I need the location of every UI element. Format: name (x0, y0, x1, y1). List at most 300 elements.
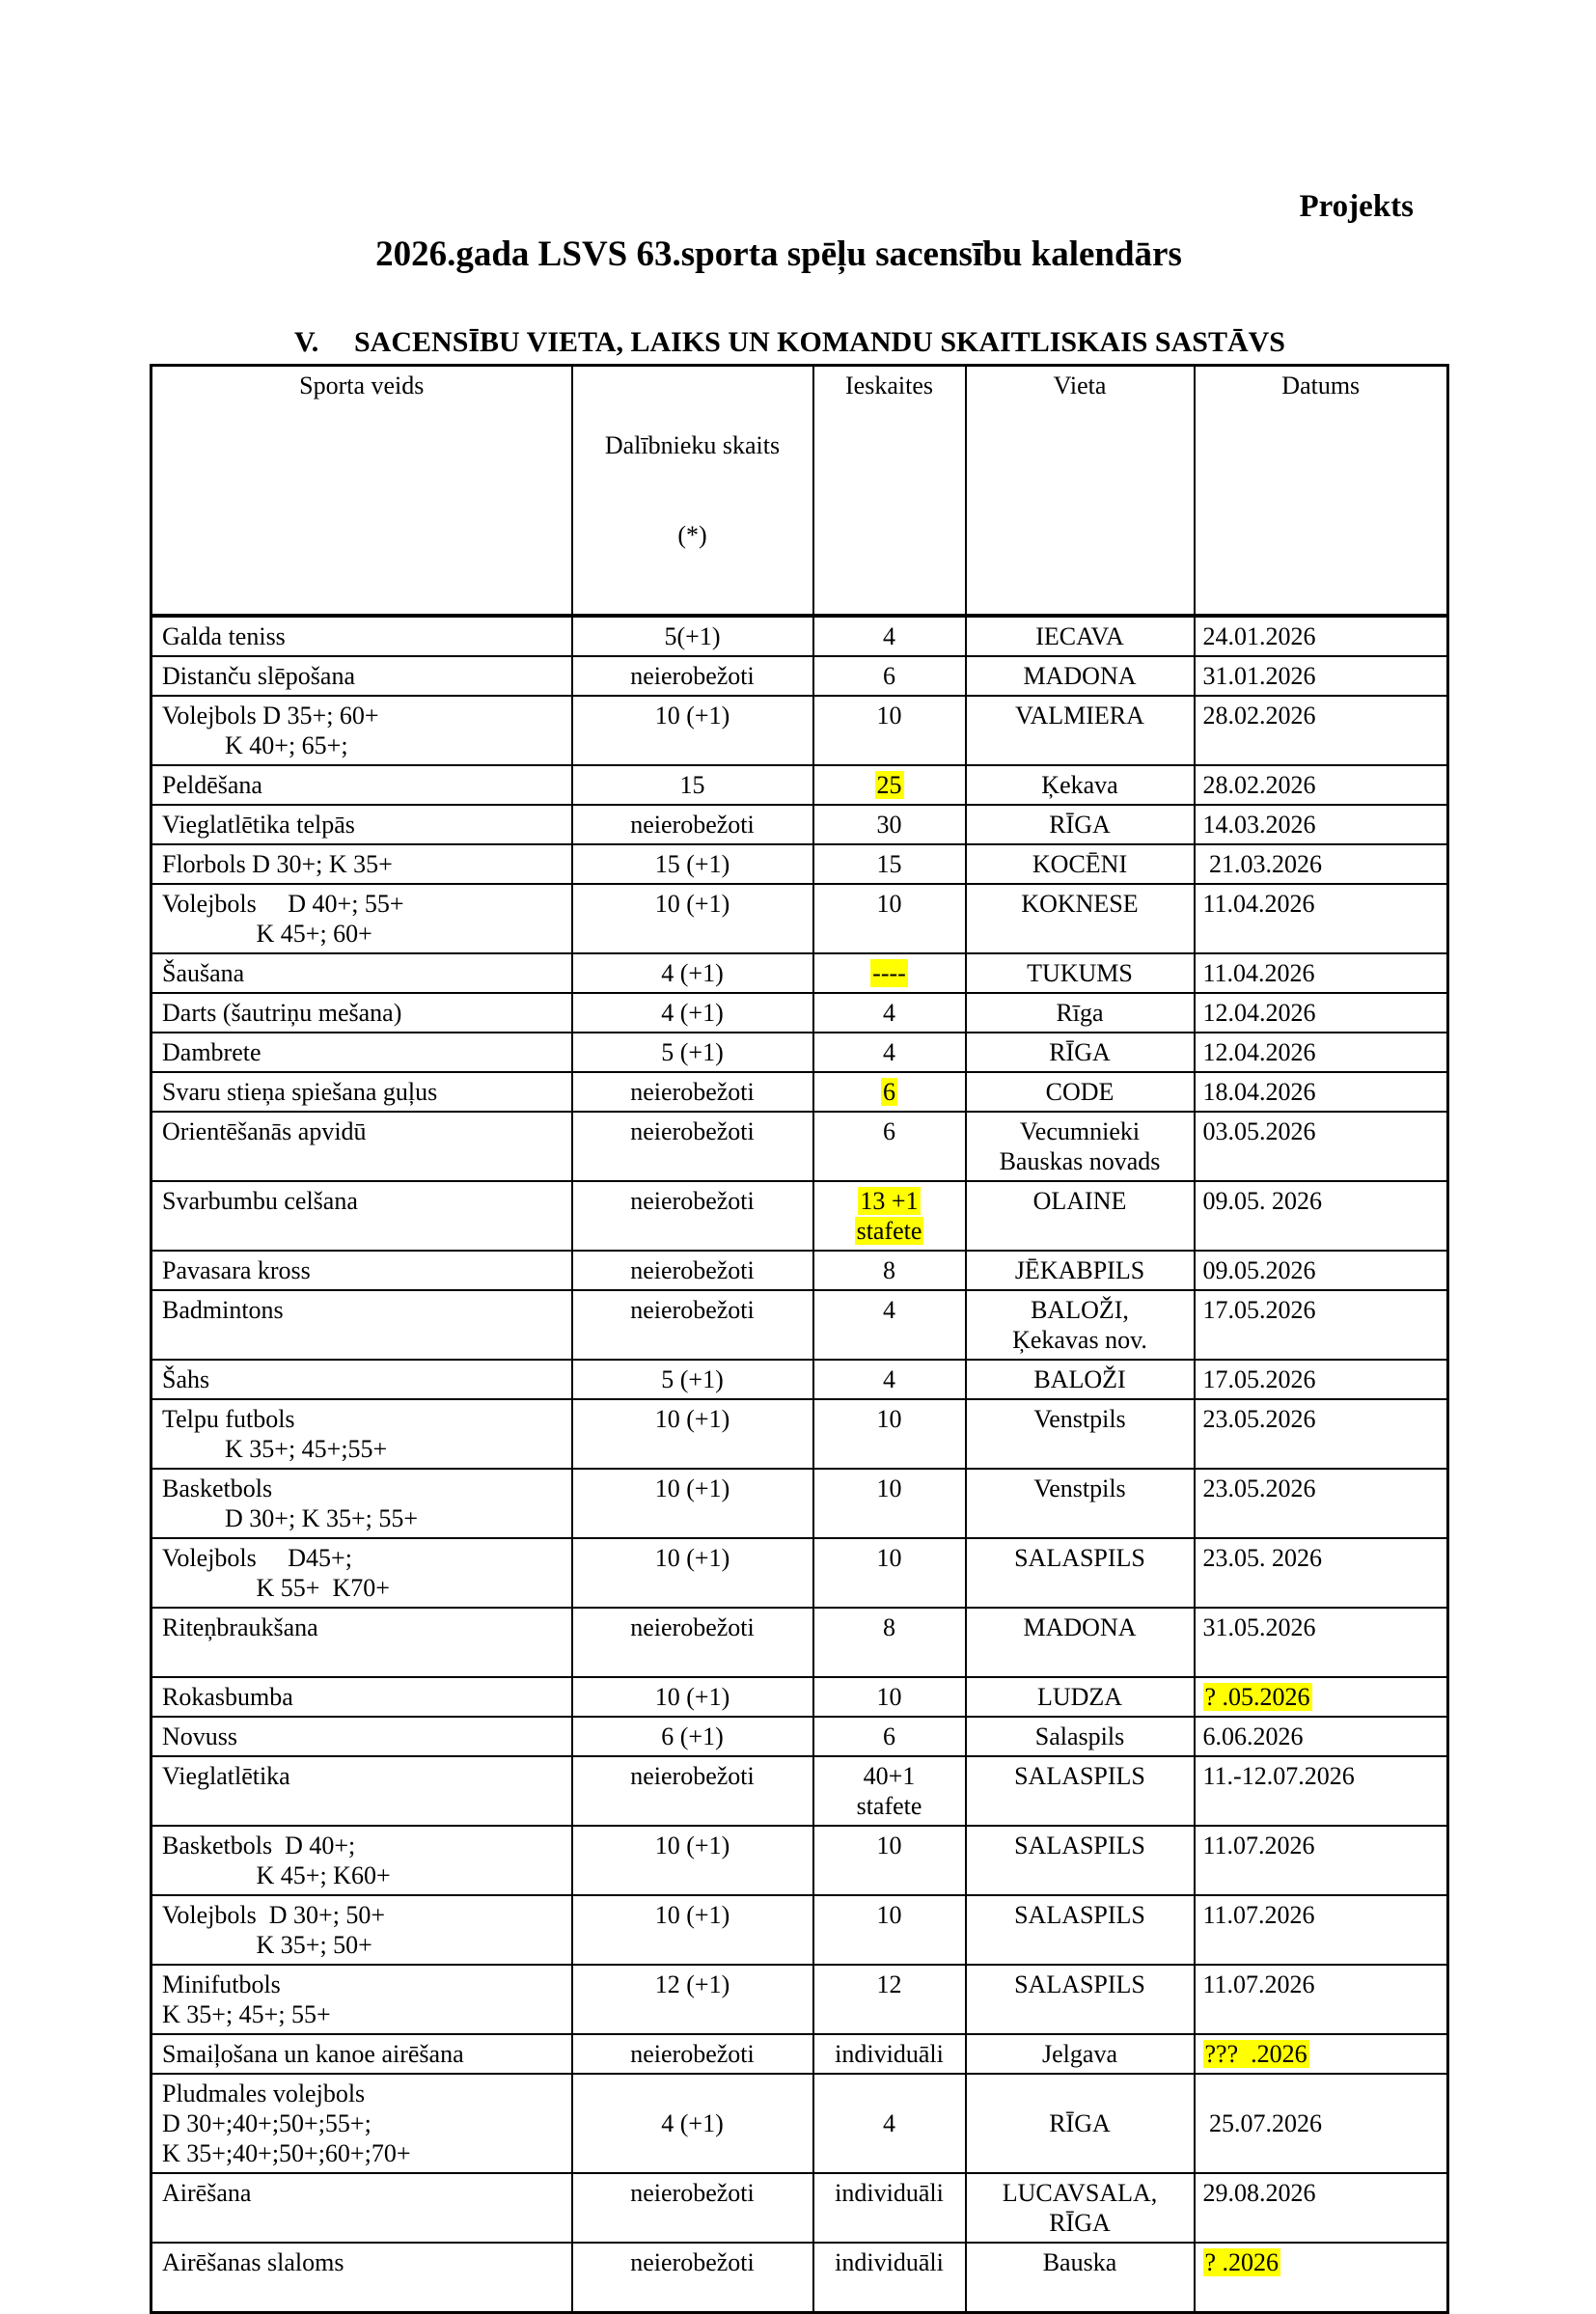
participants-cell-line: neierobežoti (630, 1117, 755, 1146)
table-row (151, 765, 1448, 805)
sport-cell (151, 1072, 572, 1112)
participants-cell-line: neierobežoti (630, 811, 755, 840)
table-row (151, 993, 1448, 1033)
sport-cell-line: Darts (šautriņu mešana) (162, 999, 402, 1028)
date-cell (1195, 993, 1448, 1033)
participants-cell-line: neierobežoti (630, 1078, 755, 1107)
place-cell (966, 765, 1195, 805)
scoring-cell (813, 1826, 966, 1895)
sport-cell (151, 2173, 572, 2243)
participants-cell (572, 656, 813, 696)
date-cell-line: 11.04.2026 (1202, 959, 1315, 988)
participants-cell (572, 805, 813, 844)
projekts-label: Projekts (1299, 189, 1414, 224)
sport-cell-line: Orientēšanās apvidū (162, 1117, 367, 1146)
sport-cell (151, 953, 572, 993)
sport-cell (151, 696, 572, 765)
scoring-cell-line: 10 (876, 1901, 902, 1930)
scoring-cell (813, 953, 966, 993)
sport-cell-line: Pavasara kross (162, 1256, 311, 1285)
scoring-cell-line: 4 (883, 1296, 895, 1325)
scoring-cell-line: 10 (876, 1405, 902, 1434)
place-cell-line: Bauskas novads (999, 1147, 1161, 1176)
sport-cell-line: Svaru stieņa spiešana guļus (162, 1078, 438, 1107)
date-cell (1195, 1112, 1448, 1181)
scoring-cell (813, 1033, 966, 1072)
place-cell (966, 884, 1195, 953)
sport-cell-line: Šaušana (162, 959, 245, 988)
sport-cell (151, 844, 572, 884)
table-row (151, 1290, 1448, 1360)
date-cell (1195, 1399, 1448, 1469)
scoring-cell-line: 4 (883, 1038, 895, 1067)
place-cell (966, 696, 1195, 765)
scoring-cell (813, 1251, 966, 1290)
scoring-cell-line: 8 (883, 1256, 895, 1285)
table-row (151, 805, 1448, 844)
participants-cell (572, 696, 813, 765)
table-row (151, 1360, 1448, 1399)
sport-cell-line: Vieglatlētika telpās (162, 811, 355, 840)
participants-cell-line: 15 (679, 771, 705, 800)
scoring-cell-line: 10 (876, 890, 902, 919)
scoring-cell-line: 10 (876, 1474, 902, 1503)
place-cell (966, 1826, 1195, 1895)
sport-cell (151, 1608, 572, 1677)
participants-cell (572, 1112, 813, 1181)
date-cell-line: 14.03.2026 (1202, 811, 1316, 840)
sport-cell (151, 1469, 572, 1538)
scoring-cell-line: 15 (876, 850, 902, 879)
participants-cell-line: 10 (+1) (654, 702, 730, 730)
participants-cell-line: 10 (+1) (654, 1832, 730, 1860)
participants-cell (572, 1360, 813, 1399)
scoring-cell (813, 1895, 966, 1965)
participants-cell (572, 1033, 813, 1072)
participants-cell (572, 1181, 813, 1251)
participants-cell (572, 884, 813, 953)
scoring-cell (813, 1756, 966, 1826)
date-cell-line (1203, 2039, 1440, 2069)
scoring-cell (813, 993, 966, 1033)
sport-cell (151, 1251, 572, 1290)
date-cell (1195, 1251, 1448, 1290)
table-row (151, 1469, 1448, 1538)
sport-cell (151, 1290, 572, 1360)
place-cell (966, 1181, 1195, 1251)
participants-cell (572, 1538, 813, 1608)
sport-cell (151, 1965, 572, 2034)
date-cell-line: 11.07.2026 (1202, 1832, 1315, 1860)
date-cell (1195, 1290, 1448, 1360)
place-cell-line: Ķekava (1041, 771, 1118, 800)
date-cell (1195, 1608, 1448, 1677)
participants-cell-line: 4 (+1) (661, 2109, 724, 2138)
sport-cell (151, 1033, 572, 1072)
date-cell (1195, 1181, 1448, 1251)
sport-cell (151, 993, 572, 1033)
scoring-cell-line: 12 (876, 1970, 902, 1999)
competition-table (150, 364, 1449, 2314)
date-cell (1195, 656, 1448, 696)
scoring-cell-line: 6 (883, 662, 895, 691)
place-cell-line: Jelgava (1042, 2040, 1117, 2069)
scoring-cell (813, 1072, 966, 1112)
participants-cell (572, 1469, 813, 1538)
scoring-cell (813, 1399, 966, 1469)
document-page (150, 0, 1446, 2314)
sport-cell (151, 1181, 572, 1251)
place-cell (966, 1895, 1195, 1965)
place-cell-line: Venstpils (1033, 1474, 1126, 1503)
highlighted-value: ? .2026 (1204, 2248, 1280, 2277)
scoring-cell (813, 2074, 966, 2173)
sport-cell-line: K 35+;40+;50+;60+;70+ (162, 2139, 411, 2168)
date-cell (1195, 953, 1448, 993)
place-cell (966, 993, 1195, 1033)
date-cell-line: 21.03.2026 (1202, 850, 1322, 879)
sport-cell-line: Volejbols D 35+; 60+ (162, 702, 379, 730)
table-row (151, 1965, 1448, 2034)
sport-cell-line: Volejbols D 40+; 55+ (162, 890, 404, 919)
date-cell (1195, 1360, 1448, 1399)
date-cell-line: 11.07.2026 (1202, 1970, 1315, 1999)
participants-cell (572, 1756, 813, 1826)
sport-cell-line: D 30+; K 35+; 55+ (162, 1504, 418, 1533)
place-cell-line: Venstpils (1033, 1405, 1126, 1434)
date-cell-line: 29.08.2026 (1202, 2179, 1316, 2208)
place-cell-line: LUDZA (1036, 1683, 1123, 1712)
scoring-cell (813, 1538, 966, 1608)
date-cell (1195, 1677, 1448, 1717)
place-cell (966, 1399, 1195, 1469)
place-cell (966, 616, 1195, 656)
date-cell (1195, 1756, 1448, 1826)
date-cell (1195, 1469, 1448, 1538)
sport-cell (151, 765, 572, 805)
scoring-cell-line: 4 (883, 622, 895, 651)
sport-cell-line: K 55+ K70+ (162, 1574, 390, 1603)
sport-cell (151, 1399, 572, 1469)
scoring-cell-line: individuāli (835, 2179, 944, 2208)
participants-cell (572, 844, 813, 884)
highlighted-value: 6 (883, 1078, 895, 1107)
place-cell-line: SALASPILS (1014, 1832, 1145, 1860)
date-cell-line (1203, 1682, 1440, 1712)
scoring-cell (813, 616, 966, 656)
place-cell-line: MADONA (1023, 662, 1137, 691)
date-cell-line: 09.05.2026 (1202, 1256, 1316, 1285)
date-cell-line: 28.02.2026 (1202, 771, 1316, 800)
participants-cell-line: neierobežoti (630, 2248, 755, 2277)
place-cell-line: BALOŽI (1033, 1365, 1126, 1394)
date-cell-line (1203, 2247, 1440, 2277)
scoring-cell-line: 10 (876, 1683, 902, 1712)
sport-cell (151, 2074, 572, 2173)
place-cell-line: SALASPILS (1014, 1970, 1145, 1999)
sport-cell (151, 2243, 572, 2313)
date-cell-line: 31.05.2026 (1202, 1613, 1316, 1642)
participants-cell-line: 4 (+1) (661, 999, 724, 1028)
sport-cell (151, 884, 572, 953)
place-cell (966, 1112, 1195, 1181)
date-cell (1195, 2173, 1448, 2243)
participants-cell (572, 1717, 813, 1756)
sport-cell-line: K 45+; 60+ (162, 920, 372, 949)
table-row (151, 1072, 1448, 1112)
table-header-row (151, 366, 1448, 617)
participants-cell-line: neierobežoti (630, 1187, 755, 1216)
sport-cell-line: Novuss (162, 1722, 238, 1751)
participants-cell-line: neierobežoti (630, 2179, 755, 2208)
participants-cell (572, 1826, 813, 1895)
scoring-cell (813, 1677, 966, 1717)
scoring-cell (813, 1965, 966, 2034)
sport-cell-line (162, 2277, 564, 2307)
table-row (151, 1399, 1448, 1469)
table-row (151, 1677, 1448, 1717)
scoring-cell (813, 2034, 966, 2074)
place-cell-line: KOKNESE (1021, 890, 1139, 919)
sport-cell-line: Airēšanas slaloms (162, 2248, 344, 2277)
scoring-cell (813, 1360, 966, 1399)
participants-cell-line: 10 (+1) (654, 890, 730, 919)
date-cell-line: 09.05. 2026 (1202, 1187, 1322, 1216)
place-cell-line: RĪGA (1049, 2209, 1111, 2238)
participants-cell-line: neierobežoti (630, 1256, 755, 1285)
date-cell (1195, 2243, 1448, 2313)
scoring-cell-line: 10 (876, 702, 902, 730)
scoring-cell-line: 4 (883, 1365, 895, 1394)
table-row (151, 1756, 1448, 1826)
table-row (151, 844, 1448, 884)
participants-cell-line: 10 (+1) (654, 1683, 730, 1712)
scoring-cell-line: 6 (883, 1117, 895, 1146)
table-row (151, 953, 1448, 993)
participants-cell (572, 1965, 813, 2034)
table-row (151, 616, 1448, 656)
participants-cell (572, 1677, 813, 1717)
place-cell (966, 2074, 1195, 2173)
place-cell-line: TUKUMS (1027, 959, 1133, 988)
place-cell (966, 2243, 1195, 2313)
sport-cell-line: Svarbumbu celšana (162, 1187, 358, 1216)
scoring-cell-line: 10 (876, 1832, 902, 1860)
participants-cell-line: 12 (+1) (654, 1970, 730, 1999)
participants-cell (572, 2243, 813, 2313)
date-cell (1195, 1826, 1448, 1895)
date-cell-line: 6.06.2026 (1202, 1722, 1304, 1751)
date-cell (1195, 1895, 1448, 1965)
participants-cell-line: 4 (+1) (661, 959, 724, 988)
section-number: V. (294, 326, 319, 359)
place-cell (966, 1756, 1195, 1826)
scoring-cell (813, 1290, 966, 1360)
participants-cell-line: 10 (+1) (654, 1405, 730, 1434)
date-cell (1195, 2034, 1448, 2074)
sport-cell (151, 1538, 572, 1608)
date-cell-line: 18.04.2026 (1202, 1078, 1316, 1107)
sport-cell-line: D 30+;40+;50+;55+; (162, 2109, 371, 2138)
date-cell-line: 03.05.2026 (1202, 1117, 1316, 1146)
sport-cell-line: Dambrete (162, 1038, 261, 1067)
place-cell-line: SALASPILS (1014, 1901, 1145, 1930)
participants-cell-line: 5(+1) (664, 622, 721, 651)
participants-cell-line: neierobežoti (630, 1296, 755, 1325)
participants-cell-line: neierobežoti (630, 1762, 755, 1791)
place-cell-line: SALASPILS (1014, 1544, 1145, 1573)
sport-cell-line (162, 1642, 564, 1672)
place-cell-line: CODE (1045, 1078, 1114, 1107)
date-cell (1195, 1717, 1448, 1756)
place-cell-line: IECAVA (1035, 622, 1124, 651)
place-cell-line: RĪGA (1049, 2109, 1111, 2138)
place-cell-line: SALASPILS (1014, 1762, 1145, 1791)
scoring-cell (813, 696, 966, 765)
table-row (151, 2173, 1448, 2243)
place-cell (966, 1677, 1195, 1717)
scoring-cell (813, 1608, 966, 1677)
participants-cell (572, 1399, 813, 1469)
table-row (151, 2034, 1448, 2074)
date-cell-line: 23.05.2026 (1202, 1405, 1316, 1434)
scoring-cell-line: 10 (876, 1544, 902, 1573)
participants-cell-line: neierobežoti (630, 662, 755, 691)
date-cell (1195, 805, 1448, 844)
participants-cell (572, 1251, 813, 1290)
place-cell-line: Bauska (1042, 2248, 1117, 2277)
scoring-cell-line: 30 (876, 811, 902, 840)
sport-cell (151, 1677, 572, 1717)
date-cell-line: 23.05. 2026 (1202, 1544, 1322, 1573)
place-cell-line: BALOŽI, (1031, 1296, 1129, 1325)
table-row (151, 1826, 1448, 1895)
date-cell-line: 25.07.2026 (1202, 2109, 1322, 2138)
sport-cell-line: Volejbols D 30+; 50+ (162, 1901, 386, 1930)
scoring-cell (813, 844, 966, 884)
sport-cell-line: K 35+; 50+ (162, 1931, 372, 1960)
sport-cell-line: Basketbols (162, 1474, 273, 1503)
participants-cell (572, 1895, 813, 1965)
table-body (151, 616, 1448, 2313)
date-cell-line: 11.-12.07.2026 (1202, 1762, 1355, 1791)
sport-cell-line: Riteņbraukšana (162, 1613, 318, 1642)
sport-cell-line: Minifutbols (162, 1970, 281, 1999)
scoring-cell (813, 1469, 966, 1538)
scoring-cell (813, 805, 966, 844)
place-cell-line: Ķekavas nov. (1012, 1326, 1147, 1355)
highlighted-value: 25 (876, 771, 902, 800)
table-row (151, 696, 1448, 765)
place-cell-line: LUCAVSALA, (1002, 2179, 1158, 2208)
sport-cell-line: Rokasbumba (162, 1683, 293, 1712)
table-row (151, 656, 1448, 696)
participants-cell-line: 6 (+1) (661, 1722, 724, 1751)
participants-cell (572, 2173, 813, 2243)
date-cell-line: 24.01.2026 (1202, 622, 1316, 651)
sport-cell (151, 1756, 572, 1826)
date-cell (1195, 844, 1448, 884)
scoring-cell (813, 765, 966, 805)
sport-cell-line: Volejbols D45+; (162, 1544, 352, 1573)
place-cell (966, 2173, 1195, 2243)
date-cell-line: 11.07.2026 (1202, 1901, 1315, 1930)
header-scoring: Ieskaites (813, 366, 966, 617)
place-cell (966, 1290, 1195, 1360)
date-cell-line: 17.05.2026 (1202, 1296, 1316, 1325)
sport-cell-line: Šahs (162, 1365, 210, 1394)
scoring-cell-line (822, 1186, 957, 1216)
scoring-cell (813, 1112, 966, 1181)
place-cell-line: MADONA (1023, 1613, 1137, 1642)
place-cell (966, 1608, 1195, 1677)
date-cell-line: 11.04.2026 (1202, 890, 1315, 919)
scoring-cell-line: 8 (883, 1613, 895, 1642)
scoring-cell-line: 6 (883, 1722, 895, 1751)
place-cell-line: Rīga (1056, 999, 1104, 1028)
place-cell (966, 1360, 1195, 1399)
page-title: 2026.gada LSVS 63.sporta spēļu sacensību kalendārs (375, 234, 1182, 274)
table-row (151, 1251, 1448, 1290)
place-cell (966, 1033, 1195, 1072)
participants-cell (572, 616, 813, 656)
participants-cell (572, 1608, 813, 1677)
participants-cell (572, 765, 813, 805)
scoring-cell (813, 2173, 966, 2243)
date-cell-line: 12.04.2026 (1202, 1038, 1316, 1067)
scoring-cell-line: individuāli (835, 2040, 944, 2069)
sport-cell-line: Smaiļošana un kanoe airēšana (162, 2040, 464, 2069)
place-cell-line: RĪGA (1049, 1038, 1111, 1067)
scoring-cell-line (822, 1077, 957, 1107)
table-row (151, 1112, 1448, 1181)
place-cell (966, 953, 1195, 993)
participants-cell-line: 10 (+1) (654, 1474, 730, 1503)
place-cell-line: KOCĒNI (1032, 850, 1128, 879)
place-cell (966, 2034, 1195, 2074)
table-row (151, 1538, 1448, 1608)
sport-cell-line: K 45+; K60+ (162, 1861, 391, 1890)
sport-cell-line: Badmintons (162, 1296, 284, 1325)
date-cell-line: 28.02.2026 (1202, 702, 1316, 730)
sport-cell-line: Vieglatlētika (162, 1762, 290, 1791)
participants-cell-line: 5 (+1) (661, 1038, 724, 1067)
scoring-cell (813, 656, 966, 696)
date-cell (1195, 1538, 1448, 1608)
sport-cell-line: Telpu futbols (162, 1405, 295, 1434)
sport-cell (151, 1895, 572, 1965)
sport-cell-line: Pludmales volejbols (162, 2080, 366, 2108)
sport-cell-line: Airēšana (162, 2179, 252, 2208)
place-cell (966, 1717, 1195, 1756)
place-cell-line: Salaspils (1034, 1722, 1125, 1751)
place-cell-line: OLAINE (1032, 1187, 1127, 1216)
date-cell (1195, 1072, 1448, 1112)
participants-cell (572, 993, 813, 1033)
place-cell (966, 1469, 1195, 1538)
table-row (151, 1717, 1448, 1756)
date-cell (1195, 2074, 1448, 2173)
sport-cell-line: K 35+; 45+;55+ (162, 1435, 388, 1464)
highlighted-value: 13 +1 (860, 1187, 919, 1216)
scoring-cell-line: stafete (856, 1792, 922, 1821)
highlighted-value: ??? .2026 (1204, 2040, 1307, 2069)
sport-cell-line: Basketbols D 40+; (162, 1832, 356, 1860)
table-row (151, 1181, 1448, 1251)
place-cell-line: VALMIERA (1015, 702, 1144, 730)
scoring-cell (813, 1181, 966, 1251)
place-cell (966, 805, 1195, 844)
